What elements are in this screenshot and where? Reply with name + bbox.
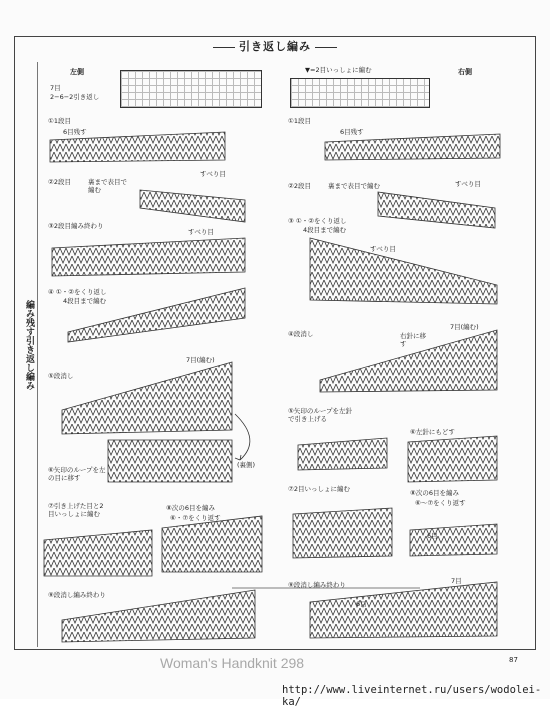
right-step-1-note: 6目残す bbox=[340, 128, 364, 136]
right-step-4: ④段消し bbox=[288, 330, 314, 338]
left-step-8b: ⑥・⑦をくり返す bbox=[170, 514, 221, 522]
left-step-3: ③2段目編み終わり bbox=[48, 222, 104, 230]
page-title: 引き返し編み bbox=[0, 38, 550, 54]
right-step-1: ①1段目 bbox=[288, 117, 311, 125]
left-chart-repeat: 2−6−2引き返し bbox=[50, 93, 100, 101]
left-step-2: ②2段目 bbox=[48, 178, 71, 186]
right-step-4-note: 右針に移す bbox=[400, 332, 426, 348]
left-heading: 左側 bbox=[70, 68, 84, 76]
sidebar-label: 編み残す引き返し編み bbox=[24, 300, 34, 390]
left-step-2-note: 裏まで表目で編む bbox=[88, 178, 127, 194]
right-heading: 右側 bbox=[458, 68, 472, 76]
right-step-8b: ⑥〜⑦をくり返す bbox=[415, 499, 466, 507]
right-step-3-note: 4段目まで編む bbox=[303, 226, 347, 234]
right-step-3: ③ ①・②をくり返し bbox=[288, 217, 347, 225]
page-number: 87 bbox=[509, 656, 518, 664]
left-step-6-note: (裏側) bbox=[237, 461, 256, 469]
source-url[interactable]: http://www.liveinternet.ru/users/wodolei-ka/ bbox=[282, 684, 542, 708]
left-step-5: ⑤段消し bbox=[48, 372, 74, 380]
left-step-1-note: 6目残す bbox=[63, 128, 87, 136]
left-step-8: ⑧次の6目を編み bbox=[166, 504, 215, 512]
left-step-5-note: 7目(編む) bbox=[186, 356, 215, 364]
right-step-2-callout: すべり目 bbox=[455, 180, 481, 188]
right-step-4-note2: 7目(編む) bbox=[450, 323, 479, 331]
left-chart-row: 7目 bbox=[50, 84, 61, 92]
left-step-2-callout: すべり目 bbox=[200, 170, 226, 178]
left-step-4: ④ ①・②をくり返し bbox=[48, 288, 107, 296]
right-step-5: ⑤矢印のループを左針で引き上げる bbox=[288, 407, 353, 423]
left-step-3-callout: すべり目 bbox=[188, 228, 214, 236]
right-step-2-note: 裏まで表目で編む bbox=[328, 182, 380, 190]
right-step-6: ⑥左針にもどす bbox=[410, 428, 455, 436]
right-step-9-count-b: 7目 bbox=[451, 577, 462, 585]
left-step-7: ⑦引き上げた目と2目いっしょに編む bbox=[48, 502, 104, 518]
right-step-2: ②2段目 bbox=[288, 182, 311, 190]
footer-brand: Woman's Handknit 298 bbox=[160, 655, 305, 671]
right-chart-note: ▼=2目いっしょに編む bbox=[305, 66, 372, 74]
left-step-6: ⑥矢印のループを左の目に移す bbox=[48, 466, 106, 482]
right-step-9: ⑨段消し編み終わり bbox=[288, 581, 346, 589]
left-step-1: ①1段目 bbox=[48, 117, 71, 125]
left-step-4-note: 4段目まで編む bbox=[63, 297, 107, 305]
left-step-9: ⑨段消し編み終わり bbox=[48, 591, 106, 599]
right-step-3-callout: すべり目 bbox=[370, 245, 396, 253]
right-step-8: ⑧次の6目を編み bbox=[410, 489, 459, 497]
right-step-7: ⑦2目いっしょに編む bbox=[288, 485, 350, 493]
